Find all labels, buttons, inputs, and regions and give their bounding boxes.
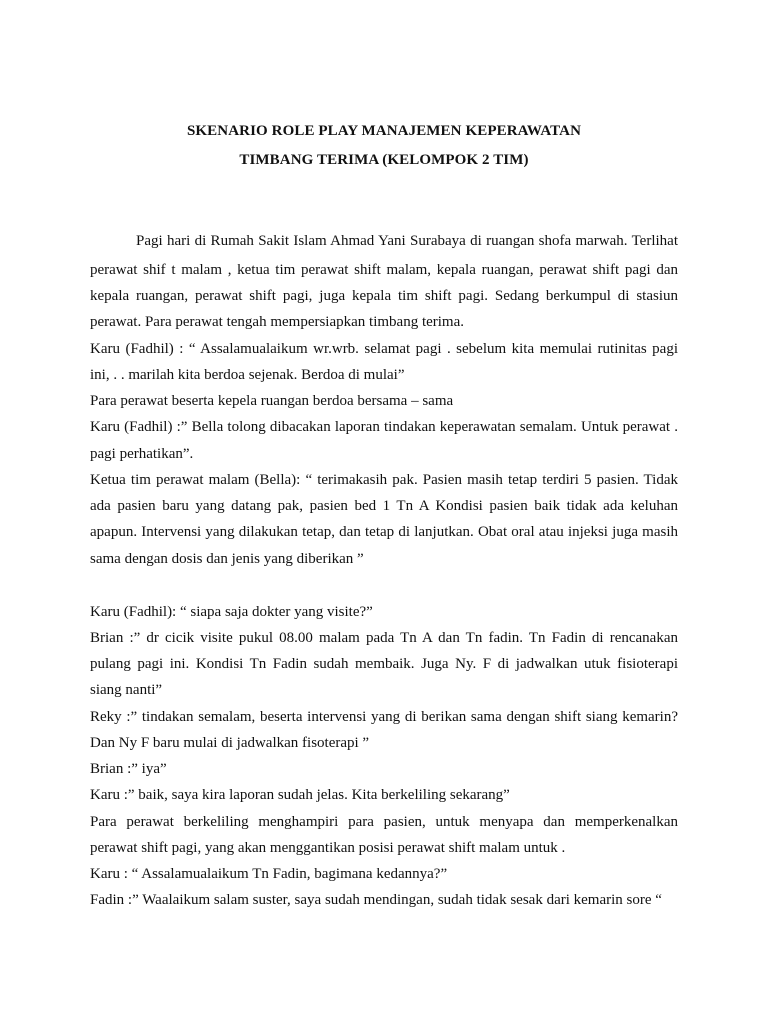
paragraph-line: sama dengan dosis dan jenis yang diberikan ” [90,551,364,567]
paragraph-line: Brian :” dr cicik visite pukul 08.00 malam pada Tn A dan Tn fadin. Tn Fadin di rencanakan [90,630,678,646]
paragraph-line: Fadin :” Waalaikum salam suster, saya sudah mendingan, sudah tidak sesak dari kemarin sore “ [90,892,662,908]
paragraph-line: siang nanti” [90,682,163,698]
paragraph-line: Ketua tim perawat malam (Bella): “ terimakasih pak. Pasien masih tetap terdiri 5 pasien. Tidak [90,472,678,488]
document-title: SKENARIO ROLE PLAY MANAJEMEN KEPERAWATAN [186,123,582,139]
paragraph-line: Reky :” tindakan semalam, beserta intervensi yang di berikan sama dengan shift siang kemarin? [90,709,678,725]
paragraph-line: Para perawat beserta kepela ruangan berdoa bersama – sama [90,393,454,409]
paragraph-line: ada pasien baru yang datang pak, pasien bed 1 Tn A Kondisi pasien baik tidak ada keluhan [90,498,678,514]
paragraph-line: ini, . . marilah kita berdoa sejenak. Berdoa di mulai” [90,367,405,383]
paragraph-line: pagi perhatikan”. [90,446,194,462]
paragraph-line: perawat shift pagi, yang akan menggantikan posisi perawat shift malam untuk . [90,840,566,856]
paragraph-line: Karu (Fadhil) :” Bella tolong dibacakan laporan tindakan keperawatan semalam. Untuk perawat . [90,419,678,435]
document-subtitle: TIMBANG TERIMA (KELOMPOK 2 TIM) [239,152,529,168]
paragraph-line: Karu :” baik, saya kira laporan sudah jelas. Kita berkeliling sekarang” [90,787,510,803]
paragraph-line: Karu : “ Assalamualaikum Tn Fadin, bagimana kedannya?” [90,866,448,882]
paragraph-line: kepala ruangan, perawat shift pagi, juga kepala tim shift pagi. Sedang berkumpul di stasiun [90,288,678,304]
paragraph-line: Pagi hari di Rumah Sakit Islam Ahmad Yani Surabaya di ruangan shofa marwah. Terlihat [136,233,678,249]
paragraph-line: Karu (Fadhil) : “ Assalamualaikum wr.wrb. selamat pagi . sebelum kita memulai rutinitas pagi [90,341,678,357]
paragraph-line: Para perawat berkeliling menghampiri para pasien, untuk menyapa dan memperkenalkan [90,814,678,830]
paragraph-line: Brian :” iya” [90,761,167,777]
paragraph-line: perawat shif t malam , ketua tim perawat shift malam, kepala ruangan, perawat shift pagi dan [90,262,678,278]
paragraph-line: Dan Ny F baru mulai di jadwalkan fisoterapi ” [90,735,370,751]
paragraph-line: perawat. Para perawat tengah mempersiapkan timbang terima. [90,314,465,330]
paragraph-line: pulang pagi ini. Kondisi Tn Fadin sudah membaik. Juga Ny. F di jadwalkan utuk fisioterapi [90,656,678,672]
paragraph-line: apapun. Intervensi yang dilakukan tetap, dan tetap di lanjutkan. Obat oral atau injeksi juga masih [90,524,678,540]
paragraph-line: Karu (Fadhil): “ siapa saja dokter yang visite?” [90,604,373,620]
